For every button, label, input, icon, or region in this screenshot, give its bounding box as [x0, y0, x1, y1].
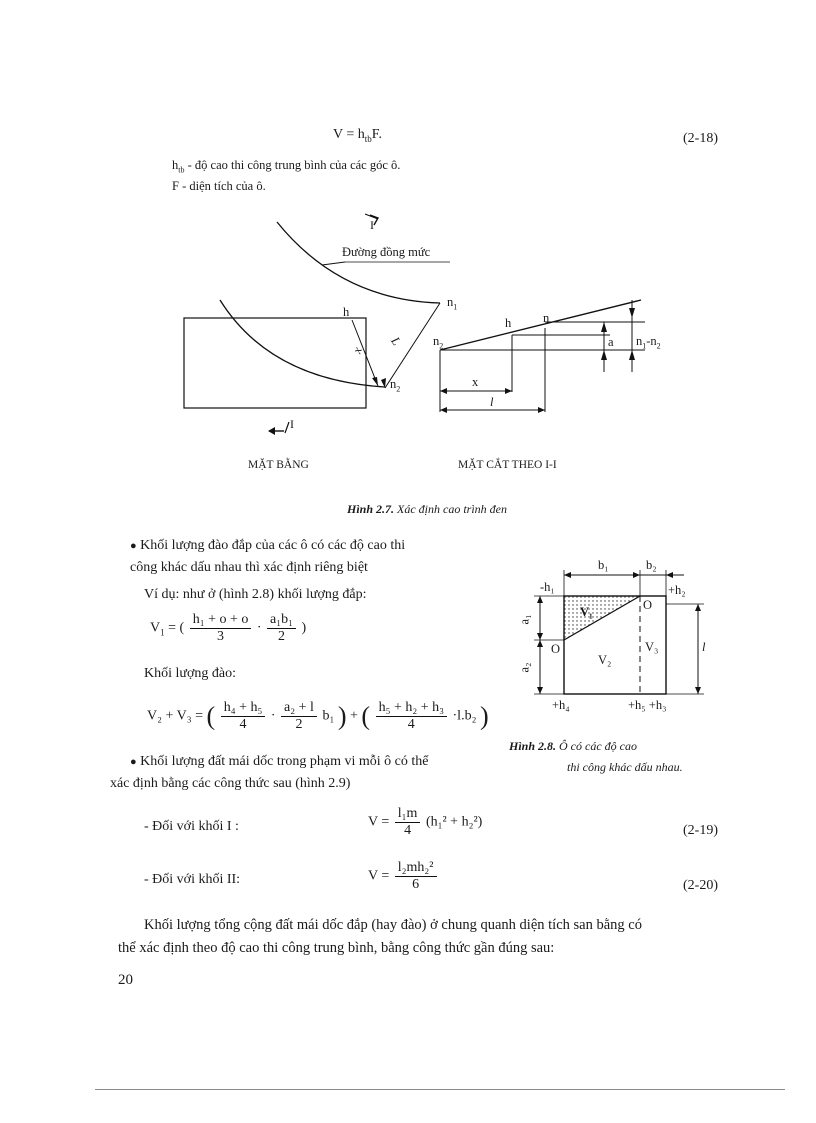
- fig28-a1: a₁: [517, 614, 532, 625]
- bullet-2-line-2: xác định bằng các công thức sau (hình 2.9): [110, 776, 351, 791]
- fig28-o-left: O: [551, 642, 561, 656]
- excavation-label: Khối lượng đào:: [144, 666, 236, 681]
- fig28-o-top: O: [643, 598, 653, 612]
- equation-number-2-18: (2-18): [683, 131, 718, 146]
- plan-title: MẶT BẰNG: [248, 459, 309, 471]
- section-a-label: a: [608, 335, 614, 349]
- section-I-label-top: I: [370, 218, 374, 232]
- bullet-1-line-1: ● Khối lượng đào đắp của các ô có các độ cao thi: [130, 538, 406, 553]
- plan-n1-label: $n_1$: [447, 295, 458, 312]
- paragraph-total-line-2: thể xác định theo độ cao thi công trung bình, bằng công thức gần đúng sau:: [118, 940, 555, 956]
- page-number: 20: [118, 972, 133, 988]
- section-n2-label: $n_2$: [433, 334, 444, 351]
- equation-v2-v3: V₂ + V₃ = ( $\frac{\text{h₄ + h₅}}{4}$ · $\frac{\text{a₂ + l}}{2}$ b₁ ) + ( $\frac{\text{h₅ + h₂ + h₃}}{4}$ ·l.b₂ ): [147, 700, 489, 732]
- section-h-label: h: [505, 316, 512, 330]
- section-n-label: n: [543, 311, 550, 325]
- equation-v1: $V_1$ = ( $\frac{\text{h₁ + o + o}}{3}$ · $\frac{\text{a₁b₁}}{2}$ ): [150, 612, 307, 644]
- example-text: Ví dụ: như ở (hình 2.8) khối lượng đắp:: [144, 587, 367, 602]
- fig28-b1: b₁: [598, 558, 609, 572]
- section-title: MẶT CẮT THEO I-I: [458, 459, 557, 471]
- fig28-plus-h4: +h₄: [552, 698, 570, 712]
- paragraph-total-line-1: Khối lượng tổng cộng đất mái dốc đắp (hay đào) ở chung quanh diện tích san bằng có: [144, 917, 642, 933]
- bullet-2-line-1: ● Khối lượng đất mái dốc trong phạm vi mỗi ô có thể: [130, 754, 429, 769]
- fig28-minus-h1: -h₁: [540, 580, 555, 594]
- fig28-plus-h5-h3: +h₅ +h₃: [628, 698, 667, 712]
- definition-f: F - diện tích của ô.: [172, 179, 266, 193]
- plan-h-label: h: [343, 305, 350, 319]
- section-x-label: x: [472, 375, 479, 389]
- equation-2-18: $V = h_{tb}F$.: [333, 127, 382, 144]
- definition-htb: $h_{tb}$ - độ cao thi công trung bình của các góc ô.: [172, 158, 401, 175]
- section-n1n2-label: $n_1-n_2$: [636, 334, 661, 351]
- fig28-v2: V₂: [598, 653, 612, 667]
- equation-2-20: V = $\frac{\text{l₂mh₂²}}{6}$: [368, 860, 439, 893]
- bullet-1-line-2: công khác dấu nhau thì xác định riêng biệt: [130, 560, 368, 575]
- contour-label: Đường đồng mức: [342, 245, 431, 259]
- equation-number-2-20: (2-20): [683, 878, 718, 893]
- equation-2-19: V = $\frac{\text{l₁m}}{4}$ (h₁² + h₂²): [368, 806, 483, 838]
- plan-x-label: x: [349, 345, 365, 356]
- block-I-label: - Đối với khối I :: [144, 819, 239, 834]
- figure-2-8-caption-line-2: thi công khác dấu nhau.: [567, 760, 683, 774]
- fig28-plus-h2: +h₂: [668, 583, 686, 597]
- fig28-a2: a₂: [517, 662, 532, 673]
- fig28-v1: V₁: [580, 605, 593, 619]
- plan-L-label: L: [388, 334, 404, 349]
- plan-n2-label: $n_2$: [390, 377, 401, 394]
- figure-2-8-caption-line-1: Hình 2.8. Ô có các độ cao: [509, 739, 637, 753]
- block-II-label: - Đối với khối II:: [144, 872, 241, 887]
- fig28-b2: b₂: [646, 558, 657, 572]
- section-l-label: l: [490, 395, 494, 409]
- section-I-label-bottom: I: [290, 417, 294, 431]
- fig28-v3: V₃: [645, 640, 659, 654]
- fig28-l: l: [702, 640, 706, 654]
- bottom-rule: [95, 1089, 785, 1090]
- equation-number-2-19: (2-19): [683, 823, 718, 838]
- figure-2-7-caption: Hình 2.7. Xác định cao trình đen: [347, 502, 507, 516]
